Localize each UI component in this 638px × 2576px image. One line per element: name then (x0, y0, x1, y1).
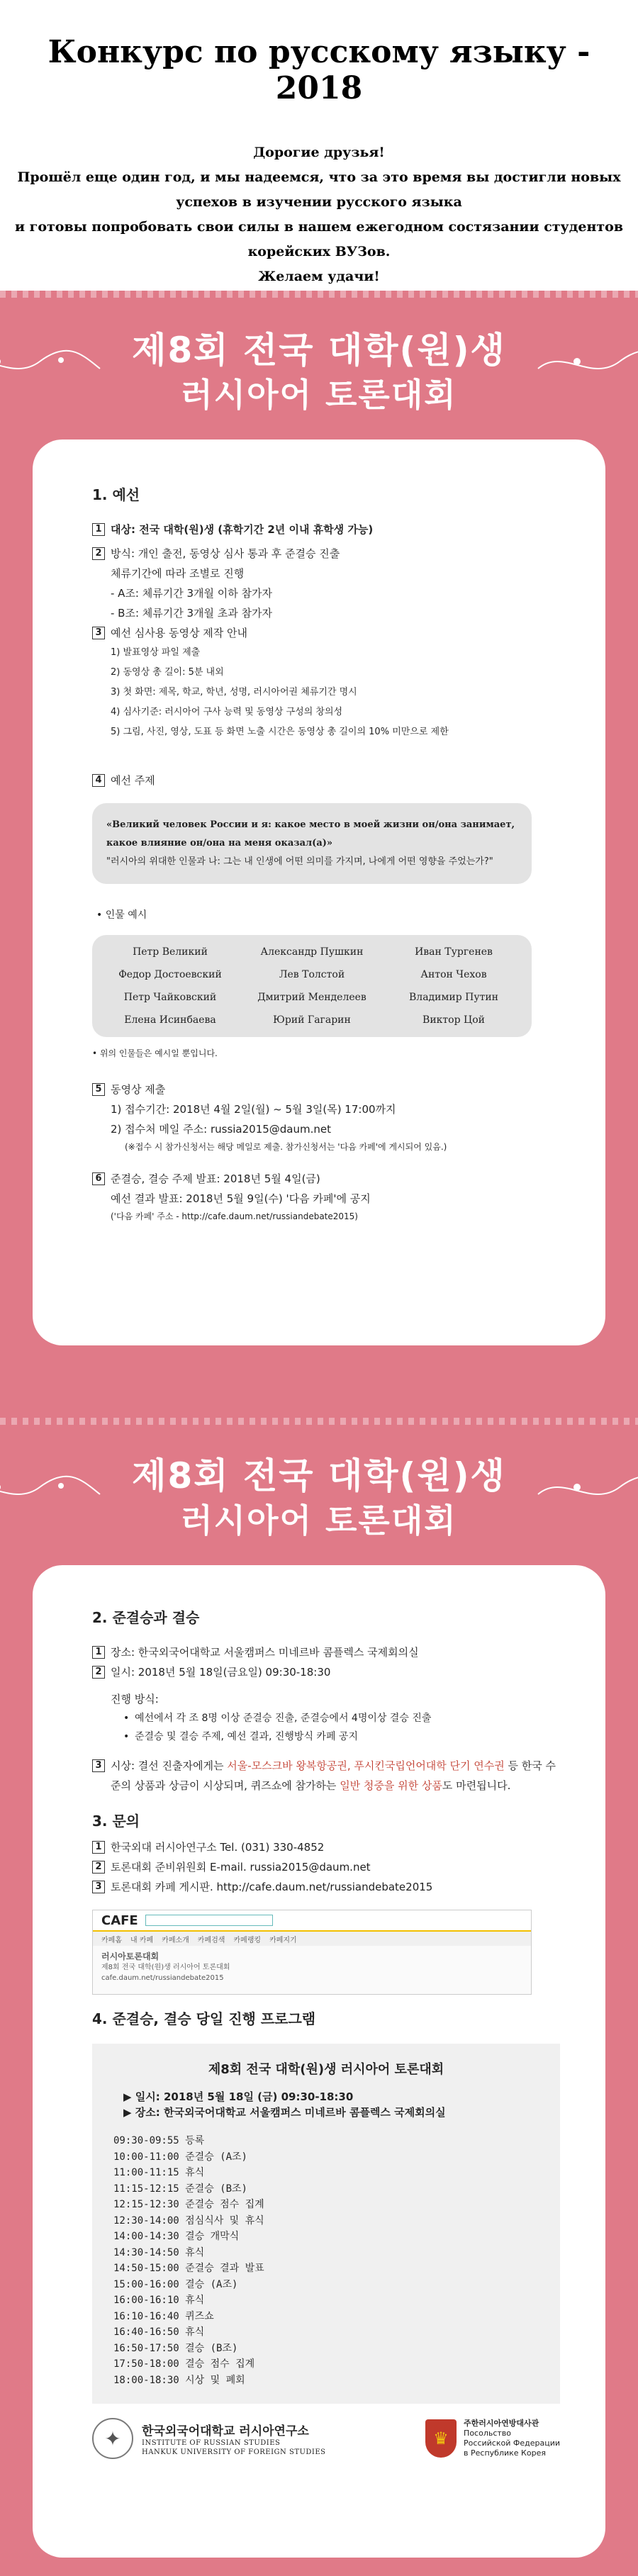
number-badge-icon: 3 (92, 1759, 105, 1772)
program-place: ▶ 장소: 한국외국어대학교 서울캠퍼스 미네르바 콤플렉스 국제회의실 (123, 2106, 446, 2119)
cafe-line: 러시아토론대회 (101, 1951, 160, 1961)
cafe-line: cafe.daum.net/russiandebate2015 (101, 1974, 224, 1982)
section-title: 3. 문의 (92, 1813, 140, 1830)
guide-line: 2) 동영상 총 길이: 5분 내외 (111, 667, 224, 678)
embassy-logo (425, 2419, 560, 2458)
intro-line: Прошёл еще один год, и мы надеемся, что за это время вы достигли новых (17, 169, 621, 185)
preliminary-band (0, 291, 638, 1418)
example-name: Дмитрий Менделеев (257, 992, 366, 1003)
floral-ornament-icon (535, 340, 638, 390)
item-submission: 5 동영상 제출 (92, 1080, 563, 1099)
cafe-nav-item: 카페검색 (197, 1936, 225, 1944)
awards-highlight: 서울-모스크바 왕복항공권, 푸시킨국립언어대학 단기 연수권 (227, 1759, 505, 1772)
guide-line: 3) 첫 화면: 제목, 학교, 학년, 성명, 러시아어권 체류기간 명시 (111, 687, 357, 698)
schedule-list (113, 2133, 539, 2388)
guide-line: 1) 발표영상 파일 제출 (111, 647, 201, 658)
number-badge-icon: 6 (92, 1172, 105, 1185)
preliminary-card (33, 439, 605, 1345)
contact-email: 2 토론대회 준비위원회 E-mail. russia2015@daum.net (92, 1857, 563, 1877)
cafe-nav-item: 카페랭킹 (233, 1936, 262, 1944)
cafe-screenshot (92, 1910, 532, 1995)
example-name: Елена Исинбаева (124, 1014, 216, 1026)
method-detail: - A조: 체류기간 3개월 이하 참가자 (111, 587, 272, 600)
intro-line: успехов в изучении русского языка (176, 194, 462, 210)
item-date: 2 일시: 2018년 5월 18일(금요일) 09:30-18:30 (92, 1662, 563, 1682)
cafe-nav-item: 카페소개 (162, 1936, 189, 1944)
number-badge-icon: 5 (92, 1083, 105, 1096)
banner-line-2: 러시아어 토론대회 (181, 376, 457, 414)
banner-line-1: 제8회 전국 대학(원)생 (132, 1455, 506, 1496)
section-title: 2. 준결승과 결승 (92, 1609, 200, 1626)
example-name: Иван Тургенев (415, 946, 493, 958)
contact-phone: 1 한국외대 러시아연구소 Tel. (031) 330-4852 (92, 1837, 563, 1857)
guide-line: 5) 그림, 사진, 영상, 도표 등 화면 노출 시간은 동영상 총 길이의 10% 미만으로 제한 (111, 727, 449, 737)
intro-line: и готовы попробовать свои силы в нашем ежегодном состязании студентов (14, 219, 624, 235)
program-box (92, 2044, 560, 2404)
example-name: Петр Великий (133, 946, 208, 958)
contest-banner (0, 1453, 638, 1542)
schedule-item: 16:50-17:50 결승 (B조) (113, 2342, 238, 2354)
schedule-item: 11:00-11:15 휴식 (113, 2167, 205, 2178)
cafe-nav-item: 내 카페 (130, 1936, 154, 1944)
finals-band (0, 1418, 638, 2576)
embassy-name: 주한러시아연방대사관 (464, 2419, 539, 2428)
item-target: 1 대상: 전국 대학(원)생 (휴학기간 2년 이내 휴학생 가능) (92, 520, 563, 539)
institute-name-en: HANKUK UNIVERSITY OF FOREIGN STUDIES (142, 2448, 326, 2456)
schedule-item: 14:30-14:50 휴식 (113, 2246, 205, 2258)
schedule-item: 16:10-16:40 퀴즈쇼 (113, 2310, 214, 2322)
section-title: 1. 예선 (92, 486, 140, 503)
schedule-item: 16:40-16:50 휴식 (113, 2326, 205, 2338)
number-badge-icon: 3 (92, 1881, 105, 1893)
examples-label: • 인물 예시 (96, 909, 147, 921)
example-name: Федор Достоевский (118, 969, 222, 980)
examples-grid (92, 935, 532, 1037)
intro-section (0, 0, 638, 291)
schedule-item: 18:00-18:30 시상 및 폐회 (113, 2374, 245, 2386)
program-title: 제8회 전국 대학(원)생 러시아어 토론대회 (208, 2062, 444, 2077)
example-name: Лев Толстой (279, 969, 345, 980)
cafe-search-box (145, 1915, 273, 1926)
eagle-emblem-icon: ✦ (92, 2418, 133, 2459)
banner-line-1: 제8회 전국 대학(원)생 (132, 330, 506, 371)
item-video-guide: 3 예선 심사용 동영상 제작 안내 (92, 623, 563, 643)
item-venue: 1 장소: 한국외국어대학교 서울캠퍼스 미네르바 콤플렉스 국제회의실 (92, 1642, 563, 1662)
intro-line: корейских ВУЗов. (247, 244, 391, 259)
progress-label: 진행 방식: (111, 1693, 159, 1706)
item-announcement: 6 준결승, 결승 주제 발표: 2018년 5월 4일(금) (92, 1169, 563, 1189)
institute-logo (92, 2418, 326, 2459)
item-topic: 4 예선 주제 (92, 771, 563, 790)
example-name: Антон Чехов (420, 969, 487, 980)
floral-ornament-icon (0, 340, 103, 390)
embassy-name-ru: Посольство (464, 2429, 512, 2438)
number-badge-icon: 2 (92, 1861, 105, 1874)
program-date: ▶ 일시: 2018년 5월 18일 (금) 09:30-18:30 (123, 2090, 354, 2103)
embassy-name-ru: в Республике Корея (464, 2448, 546, 2458)
schedule-item: 12:15-12:30 준결승 점수 집계 (113, 2199, 264, 2210)
awards-text: 시상: 결선 진출자에게는 서울-모스크바 왕복항공권, 푸시킨국립언어대학 단기 연수권 등 한국 수준의 상품과 상금이 시상되며, 퀴즈쇼에 참가하는 일반 청중을 위한 상품도 마련됩니다. (111, 1759, 556, 1792)
section-title: 4. 준결승, 결승 당일 진행 프로그램 (92, 2010, 316, 2027)
schedule-item: 17:50-18:00 결승 점수 집계 (113, 2358, 255, 2370)
banner-line-2: 러시아어 토론대회 (181, 1501, 457, 1540)
result-announcement: 예선 결과 발표: 2018년 5월 9일(수) '다음 카페'에 공지 (111, 1192, 371, 1205)
schedule-item: 12:30-14:00 점심식사 및 휴식 (113, 2214, 264, 2227)
method-detail: - B조: 체류기간 3개월 초과 참가자 (111, 607, 273, 620)
cafe-address: ('다음 카페' 주소 - http://cafe.daum.net/russiandebate2015) (111, 1211, 358, 1221)
wave-decoration (0, 1418, 638, 1425)
sponsor-logos (92, 2418, 560, 2459)
page-title: Конкурс по русскому языку - 2018 (47, 34, 591, 106)
examples-note: • 위의 인물들은 예시일 뿐입니다. (92, 1048, 218, 1058)
schedule-item: 10:00-11:00 준결승 (A조) (113, 2151, 247, 2163)
submission-note: (※접수 시 참가신청서는 해당 메일로 제출. 참가신청서는 '다음 카페'에 게시되어 있음.) (125, 1142, 447, 1152)
submission-period: 1) 접수기간: 2018년 4월 2일(월) ~ 5월 3일(목) 17:00까지 (111, 1103, 396, 1116)
finals-card (33, 1565, 605, 2558)
institute-name: 한국외국어대학교 러시아연구소 (142, 2424, 309, 2438)
topic-box (92, 803, 532, 884)
example-name: Владимир Путин (409, 992, 498, 1003)
schedule-item: 09:30-09:55 등록 (113, 2135, 205, 2146)
topic-korean: "러시아의 위대한 인물과 나: 그는 내 인생에 어떤 의미를 가지며, 나에게 어떤 영향을 주었는가?" (106, 856, 493, 867)
number-badge-icon: 3 (92, 627, 105, 639)
number-badge-icon: 2 (92, 547, 105, 560)
floral-ornament-icon (0, 1466, 103, 1516)
item-method: 2 방식: 개인 출전, 동영상 심사 통과 후 준결승 진출 (92, 544, 563, 564)
cafe-nav-item: 카페홈 (101, 1936, 122, 1944)
progress-bullet: • 준결승 및 결승 주제, 예선 결과, 진행방식 카페 공지 (92, 1727, 563, 1746)
schedule-item: 16:00-16:10 휴식 (113, 2295, 205, 2306)
intro-line: Желаем удачи! (258, 269, 380, 284)
number-badge-icon: 1 (92, 1841, 105, 1854)
awards-highlight: 일반 청중을 위한 상품 (340, 1779, 442, 1792)
item-awards (92, 1756, 563, 1796)
method-detail: 체류기간에 따라 조별로 진행 (111, 567, 245, 580)
number-badge-icon: 2 (92, 1666, 105, 1679)
intro-text (0, 140, 638, 289)
number-badge-icon: 1 (92, 523, 105, 536)
wave-decoration (0, 291, 638, 298)
embassy-name-ru: Российской Федерации (464, 2438, 560, 2448)
number-badge-icon: 4 (92, 774, 105, 787)
submission-email: 2) 접수처 메일 주소: russia2015@daum.net (111, 1123, 332, 1136)
topic-russian: «Великий человек России и я: какое место в моей жизни он/она занимает, какое влияние он/она на меня оказал(а)» (106, 819, 515, 849)
cafe-logo: CAFE (101, 1913, 138, 1928)
contact-cafe: 3 토론대회 카페 게시판. http://cafe.daum.net/russiandebate2015 (92, 1877, 563, 1897)
example-name: Юрий Гагарин (273, 1014, 351, 1026)
guide-line: 4) 심사기준: 러시아어 구사 능력 및 동영상 구성의 창의성 (111, 707, 343, 717)
contest-banner (0, 327, 638, 417)
schedule-item: 14:00-14:30 결승 개막식 (113, 2231, 240, 2242)
cafe-nav-item: 카페지기 (269, 1936, 297, 1944)
example-name: Александр Пушкин (260, 946, 364, 958)
progress-bullet: • 예선에서 각 조 8명 이상 준결승 진출, 준결승에서 4명이상 결승 진출 (92, 1709, 563, 1727)
institute-name-en: INSTITUTE OF RUSSIAN STUDIES (142, 2438, 281, 2447)
example-name: Петр Чайковский (123, 992, 217, 1003)
example-name: Виктор Цой (422, 1014, 485, 1026)
schedule-item: 14:50-15:00 준결승 결과 발표 (113, 2263, 264, 2274)
schedule-item: 15:00-16:00 결승 (A조) (113, 2278, 238, 2290)
cafe-line: 제8회 전국 대학(원)생 러시아어 토론대회 (101, 1964, 230, 1971)
number-badge-icon: 1 (92, 1646, 105, 1659)
coat-of-arms-icon: ♛ (425, 2419, 457, 2458)
floral-ornament-icon (535, 1466, 638, 1516)
schedule-item: 11:15-12:15 준결승 (B조) (113, 2183, 247, 2195)
intro-line: Дорогие друзья! (253, 145, 385, 160)
